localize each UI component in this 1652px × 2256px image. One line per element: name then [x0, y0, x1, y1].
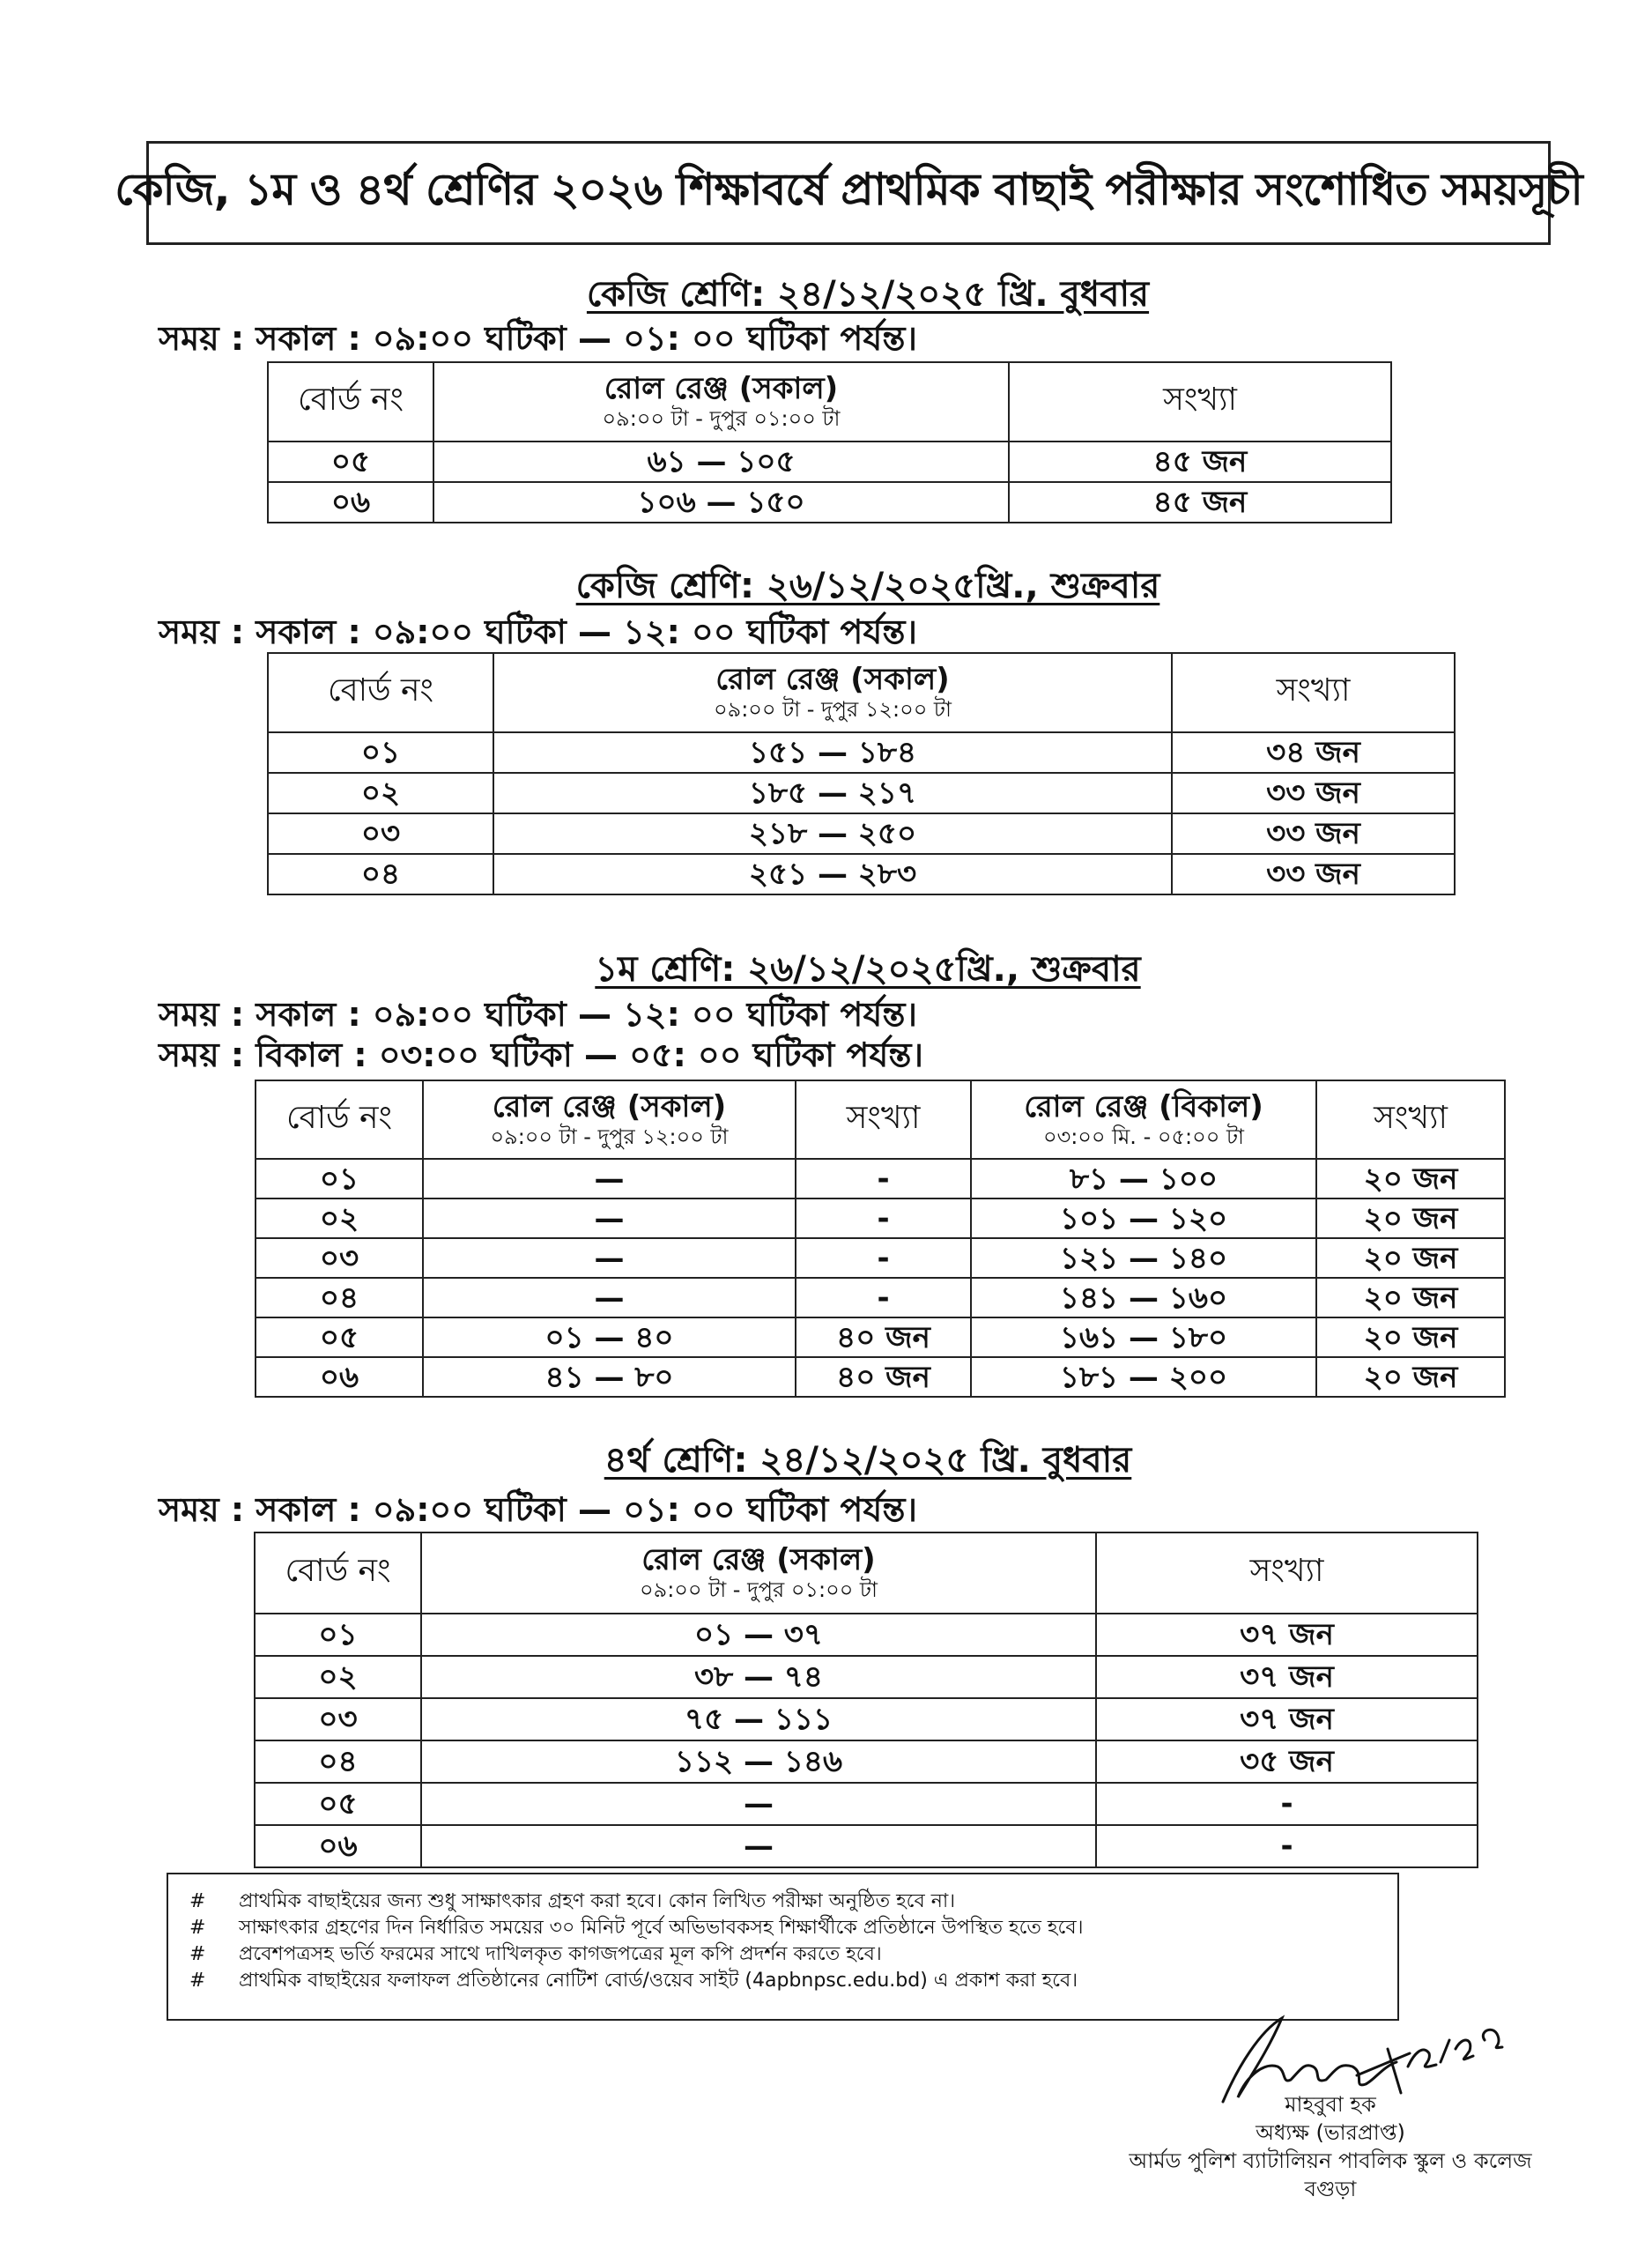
signatory-name: মাহবুবা হক	[1285, 2092, 1376, 2117]
institution-name: আর্মড পুলিশ ব্যাটালিয়ন পাবলিক স্কুল ও কলেজ	[1129, 2148, 1532, 2173]
board-no-cell: ০৪	[268, 854, 493, 894]
document-title-box	[115, 141, 1582, 245]
board-no-cell: ০৫	[268, 442, 433, 482]
count-afternoon-cell: ২০ জন	[1316, 1357, 1505, 1397]
table-row	[255, 1825, 1478, 1867]
roll-range-cell: ২৫১ — ২৮৩	[493, 854, 1172, 894]
board-no-cell: ০২	[268, 773, 493, 813]
count-morning-cell: -	[796, 1159, 971, 1198]
header-count: সংখ্যা	[1172, 653, 1455, 732]
board-no-cell: ০৬	[268, 482, 433, 523]
table-row	[255, 1656, 1478, 1698]
table-row	[268, 732, 1455, 773]
count-cell: ৩৩ জন	[1172, 773, 1455, 813]
roll-range-cell: —	[421, 1825, 1096, 1867]
board-no-cell: ০৩	[256, 1238, 423, 1278]
board-no-cell: ০১	[268, 732, 493, 773]
header-count-morning: সংখ্যা	[796, 1080, 971, 1159]
count-cell: ৪৫ জন	[1009, 442, 1391, 482]
section-timeline: সময় : সকাল : ০৯:০০ ঘটিকা — ১২: ০০ ঘটিকা পর্যন্ত।	[159, 612, 918, 651]
header-roll-range: রোল রেঞ্জ (সকাল) ০৯:০০ টা - দুপুর ০১:০০ টা	[433, 362, 1009, 442]
board-no-cell: ০৫	[255, 1783, 421, 1825]
table-row	[255, 1783, 1478, 1825]
roll-range-cell: ১০৬ — ১৫০	[433, 482, 1009, 523]
note-item	[189, 1889, 1397, 1915]
header-roll-range: রোল রেঞ্জ (সকাল) ০৯:০০ টা - দুপুর ০১:০০ টা	[421, 1532, 1096, 1614]
count-morning-cell: -	[796, 1238, 971, 1278]
board-no-cell: ০৬	[256, 1357, 423, 1397]
roll-range-afternoon-cell: ১২১ — ১৪০	[971, 1238, 1316, 1278]
board-no-cell: ০১	[255, 1614, 421, 1656]
table-header-row	[255, 1532, 1478, 1614]
note-bullet: #	[189, 1970, 206, 1992]
note-text: সাক্ষাৎকার গ্রহণের দিন নির্ধারিত সময়ের ৩০ মিনিট পূর্বে অভিভাবকসহ শিক্ষার্থীকে প্রতিষ্ঠানে উপস্থিত হতে হবে।	[239, 1917, 1084, 1939]
header-roll-range-afternoon: রোল রেঞ্জ (বিকাল) ০৩:০০ মি. - ০৫:০০ টা	[971, 1080, 1316, 1159]
table-row	[268, 773, 1455, 813]
board-no-cell: ০২	[255, 1656, 421, 1698]
table-row	[255, 1698, 1478, 1740]
roll-range-cell: ৭৫ — ১১১	[421, 1698, 1096, 1740]
roll-range-cell: ৬১ — ১০৫	[433, 442, 1009, 482]
note-item	[189, 1968, 1397, 1994]
note-item	[189, 1941, 1397, 1968]
count-afternoon-cell: ২০ জন	[1316, 1198, 1505, 1238]
schedule-table-class-1	[255, 1080, 1506, 1398]
section-timeline: সময় : সকাল : ০৯:০০ ঘটিকা — ০১: ০০ ঘটিকা পর্যন্ত।	[159, 319, 918, 358]
section-heading: কেজি শ্রেণি: ২৪/১২/২০২৫ খ্রি. বুধবার	[586, 274, 1150, 315]
document-title: কেজি, ১ম ও ৪র্থ শ্রেণির ২০২৬ শিক্ষাবর্ষে প্রাথমিক বাছাই পরীক্ষার সংশোধিত সময়সূচী	[115, 163, 1582, 215]
signatory-designation: অধ্যক্ষ (ভারপ্রাপ্ত)	[1256, 2120, 1405, 2145]
note-text: প্রবেশপত্রসহ ভর্তি ফরমের সাথে দাখিলকৃত কাগজপত্রের মূল কপি প্রদর্শন করতে হবে।	[239, 1943, 882, 1965]
table-header-row	[256, 1080, 1505, 1159]
count-cell: ৩৩ জন	[1172, 854, 1455, 894]
count-cell: ৪৫ জন	[1009, 482, 1391, 523]
section-heading: ৪র্থ শ্রেণি: ২৪/১২/২০২৫ খ্রি. বুধবার	[604, 1440, 1132, 1480]
count-morning-cell: ৪০ জন	[796, 1317, 971, 1357]
signature-block	[1110, 2027, 1551, 2203]
roll-range-cell: ১৫১ — ১৮৪	[493, 732, 1172, 773]
roll-range-afternoon-cell: ১০১ — ১২০	[971, 1198, 1316, 1238]
count-cell: ৩৭ জন	[1096, 1656, 1478, 1698]
board-no-cell: ০৬	[255, 1825, 421, 1867]
board-no-cell: ০১	[256, 1159, 423, 1198]
header-board-no: বোর্ড নং	[256, 1080, 423, 1159]
table-row	[255, 1740, 1478, 1783]
count-afternoon-cell: ২০ জন	[1316, 1159, 1505, 1198]
header-count-afternoon: সংখ্যা	[1316, 1080, 1505, 1159]
table-row	[256, 1238, 1505, 1278]
count-afternoon-cell: ২০ জন	[1316, 1278, 1505, 1317]
institution-location: বগুড়া	[1304, 2177, 1357, 2201]
note-text: প্রাথমিক বাছাইয়ের জন্য শুধু সাক্ষাৎকার গ্রহণ করা হবে। কোন লিখিত পরীক্ষা অনুষ্ঠিত হবে না।	[239, 1890, 956, 1912]
roll-range-morning-cell: —	[423, 1198, 796, 1238]
section-heading: কেজি শ্রেণি: ২৬/১২/২০২৫খ্রি., শুক্রবার	[575, 566, 1160, 606]
header-board-no: বোর্ড নং	[255, 1532, 421, 1614]
roll-range-afternoon-cell: ১৮১ — ২০০	[971, 1357, 1316, 1397]
roll-range-cell: ১১২ — ১৪৬	[421, 1740, 1096, 1783]
count-cell: ৩৩ জন	[1172, 813, 1455, 854]
board-no-cell: ০৪	[256, 1278, 423, 1317]
board-no-cell: ০৩	[268, 813, 493, 854]
board-no-cell: ০৪	[255, 1740, 421, 1783]
count-morning-cell: -	[796, 1198, 971, 1238]
roll-range-cell: —	[421, 1783, 1096, 1825]
section-timeline-morning: সময় : সকাল : ০৯:০০ ঘটিকা — ১২: ০০ ঘটিকা পর্যন্ত।	[159, 995, 918, 1034]
header-roll-range-morning: রোল রেঞ্জ (সকাল) ০৯:০০ টা - দুপুর ১২:০০ টা	[423, 1080, 796, 1159]
roll-range-morning-cell: ৪১ — ৮০	[423, 1357, 796, 1397]
roll-range-cell: ৩৮ — ৭৪	[421, 1656, 1096, 1698]
roll-range-cell: ০১ — ৩৭	[421, 1614, 1096, 1656]
section-timeline: সময় : সকাল : ০৯:০০ ঘটিকা — ০১: ০০ ঘটিকা পর্যন্ত।	[159, 1490, 918, 1529]
table-row	[256, 1317, 1505, 1357]
board-no-cell: ০২	[256, 1198, 423, 1238]
roll-range-morning-cell: —	[423, 1159, 796, 1198]
roll-range-afternoon-cell: ১৪১ — ১৬০	[971, 1278, 1316, 1317]
header-count: সংখ্যা	[1096, 1532, 1478, 1614]
board-no-cell: ০৫	[256, 1317, 423, 1357]
roll-range-morning-cell: ০১ — ৪০	[423, 1317, 796, 1357]
note-bullet: #	[189, 1943, 206, 1965]
roll-range-afternoon-cell: ১৬১ — ১৮০	[971, 1317, 1316, 1357]
table-row	[256, 1357, 1505, 1397]
count-afternoon-cell: ২০ জন	[1316, 1238, 1505, 1278]
note-item	[189, 1915, 1397, 1941]
table-row	[255, 1614, 1478, 1656]
schedule-table-kg-24	[267, 361, 1392, 523]
header-board-no: বোর্ড নং	[268, 362, 433, 442]
count-morning-cell: -	[796, 1278, 971, 1317]
table-header-row	[268, 362, 1391, 442]
table-row	[256, 1159, 1505, 1198]
count-cell: ৩৪ জন	[1172, 732, 1455, 773]
schedule-table-kg-26	[267, 652, 1456, 895]
table-row	[268, 442, 1391, 482]
board-no-cell: ০৩	[255, 1698, 421, 1740]
header-board-no: বোর্ড নং	[268, 653, 493, 732]
section-heading: ১ম শ্রেণি: ২৬/১২/২০২৫খ্রি., শুক্রবার	[595, 949, 1141, 990]
header-count: সংখ্যা	[1009, 362, 1391, 442]
count-cell: -	[1096, 1825, 1478, 1867]
table-header-row	[268, 653, 1455, 732]
table-row	[256, 1198, 1505, 1238]
table-row	[268, 854, 1455, 894]
roll-range-morning-cell: —	[423, 1238, 796, 1278]
note-bullet: #	[189, 1890, 206, 1912]
count-afternoon-cell: ২০ জন	[1316, 1317, 1505, 1357]
count-cell: ৩৭ জন	[1096, 1614, 1478, 1656]
section-timeline-afternoon: সময় : বিকাল : ০৩:০০ ঘটিকা — ০৫: ০০ ঘটিকা পর্যন্ত।	[159, 1035, 923, 1074]
roll-range-cell: ২১৮ — ২৫০	[493, 813, 1172, 854]
notes-box	[167, 1873, 1399, 2021]
count-cell: ৩৭ জন	[1096, 1698, 1478, 1740]
count-morning-cell: ৪০ জন	[796, 1357, 971, 1397]
roll-range-afternoon-cell: ৮১ — ১০০	[971, 1159, 1316, 1198]
table-row	[256, 1278, 1505, 1317]
count-cell: -	[1096, 1783, 1478, 1825]
roll-range-cell: ১৮৫ — ২১৭	[493, 773, 1172, 813]
note-text: প্রাথমিক বাছাইয়ের ফলাফল প্রতিষ্ঠানের নোটিশ বোর্ড/ওয়েব সাইট (4apbnpsc.edu.bd) এ প্রকাশ করা হবে।	[239, 1970, 1078, 1992]
count-cell: ৩৫ জন	[1096, 1740, 1478, 1783]
table-row	[268, 482, 1391, 523]
roll-range-morning-cell: —	[423, 1278, 796, 1317]
note-bullet: #	[189, 1917, 206, 1939]
schedule-table-class-4	[254, 1532, 1478, 1868]
table-row	[268, 813, 1455, 854]
header-roll-range: রোল রেঞ্জ (সকাল) ০৯:০০ টা - দুপুর ১২:০০ টা	[493, 653, 1172, 732]
